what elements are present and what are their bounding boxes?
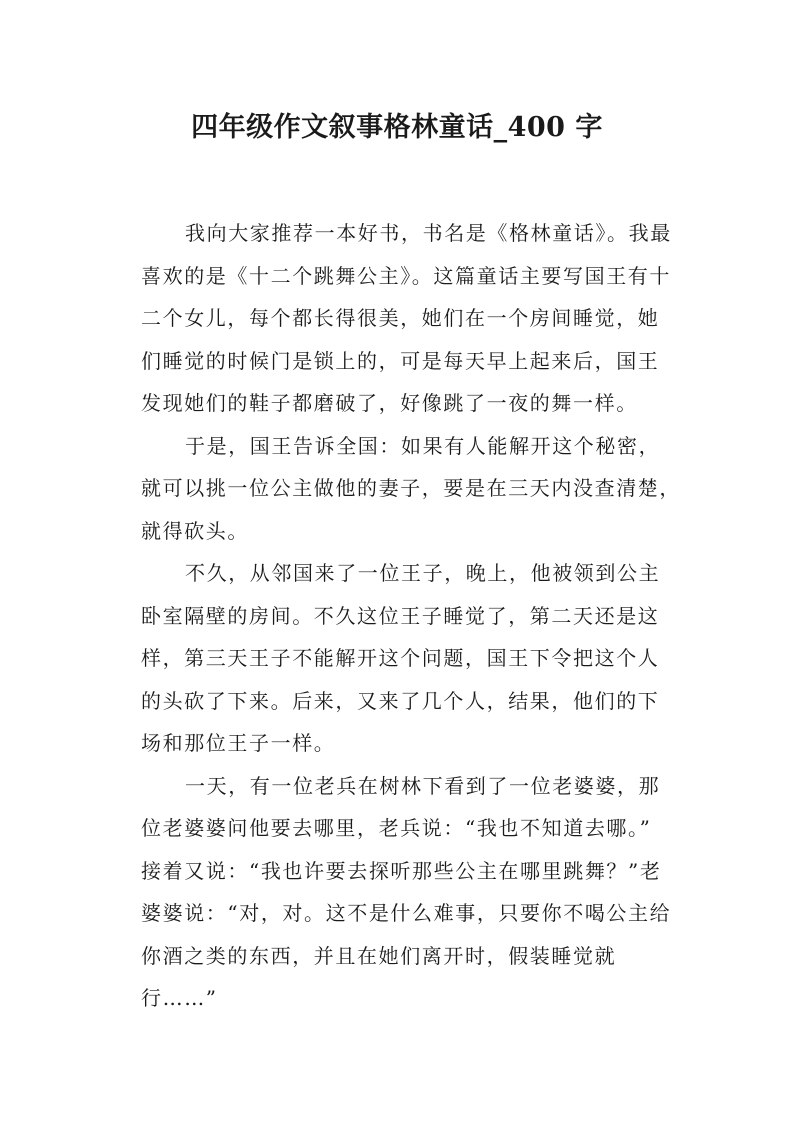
paragraph-4-line-4: 婆婆说：“对，对。这不是什么难事，只要你不喝公主给 bbox=[141, 901, 672, 925]
paragraph-3-line-3: 样，第三天王子不能解开这个问题，国王下令把这个人 bbox=[141, 646, 660, 670]
paragraph-3-line-4: 的头砍了下来。后来，又来了几个人，结果，他们的下 bbox=[141, 688, 660, 713]
paragraph-1-line-2: 喜欢的是《十二个跳舞公主》。这篇童话主要写国王有十 bbox=[141, 263, 671, 288]
paragraph-4-line-6: 行……” bbox=[141, 986, 218, 1010]
paragraph-4-line-3: 接着又说：“我也许要去探听那些公主在哪里跳舞？”老 bbox=[141, 858, 662, 883]
document-title: 四年级作文叙事格林童话_400 字 bbox=[191, 112, 603, 143]
paragraph-2-line-3: 就得砍头。 bbox=[141, 518, 249, 543]
paragraph-2-line-1: 于是，国王告诉全国：如果有人能解开这个秘密， bbox=[185, 433, 661, 458]
paragraph-3-line-1: 不久，从邻国来了一位王子，晚上，他被领到公主 bbox=[185, 561, 661, 585]
paragraph-3-line-5: 场和那位王子一样。 bbox=[141, 731, 336, 755]
paragraph-4-line-5: 你酒之类的东西，并且在她们离开时，假装睡觉就 bbox=[141, 943, 617, 968]
paragraph-1-line-5: 发现她们的鞋子都磨破了，好像跳了一夜的舞一样。 bbox=[141, 391, 638, 415]
paragraph-1-line-4: 们睡觉的时候门是锁上的，可是每天早上起来后，国王 bbox=[141, 348, 660, 373]
paragraph-2-line-2: 就可以挑一位公主做他的妻子，要是在三天内没查清楚， bbox=[141, 476, 681, 500]
paragraph-4-line-2: 位老婆婆问他要去哪里，老兵说：“我也不知道去哪。” bbox=[141, 816, 652, 840]
document-body bbox=[141, 212, 681, 1020]
paragraph-4-line-1: 一天，有一位老兵在树林下看到了一位老婆婆，那 bbox=[185, 773, 661, 798]
paragraph-1-line-1: 我向大家推荐一本好书，书名是《格林童话》。我最 bbox=[185, 221, 672, 245]
paragraph-3-line-2: 卧室隔壁的房间。不久这位王子睡觉了，第二天还是这 bbox=[141, 603, 660, 628]
paragraph-1-line-3: 二个女儿，每个都长得很美，她们在一个房间睡觉，她 bbox=[141, 306, 660, 330]
